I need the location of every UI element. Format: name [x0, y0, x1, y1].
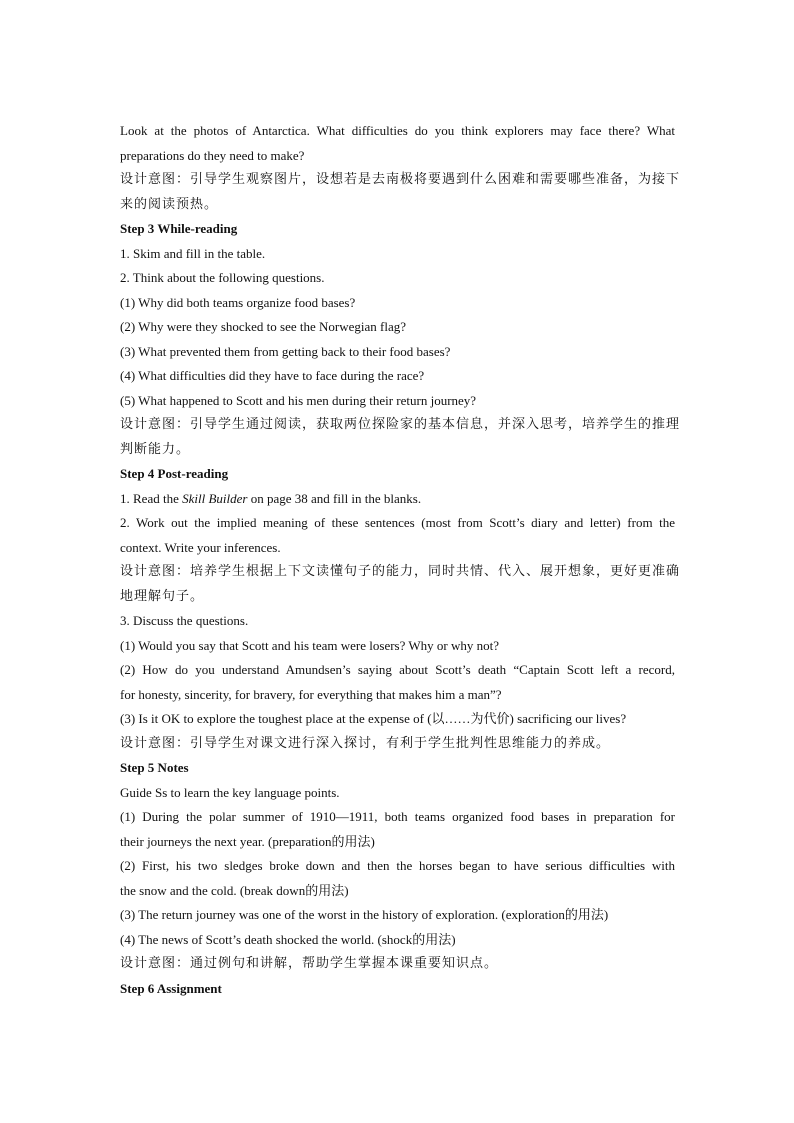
design-intent-line: 地理解句子。 [120, 588, 205, 604]
design-intent-line: 设计意图：引导学生对课文进行深入探讨，有利于学生批判性思维能力的养成。 [120, 735, 611, 751]
paragraph-line: 2. Work out the implied meaning of these sentences (most from Scott’s diary and letter) from the [120, 515, 675, 530]
design-intent-line: 判断能力。 [120, 441, 191, 457]
question-item: (1) Would you say that Scott and his team were losers? Why or why not? [120, 637, 500, 653]
question-item: (3) What prevented them from getting back to their food bases? [120, 343, 451, 359]
skill-builder-title: Skill Builder [182, 490, 248, 506]
question-item: (3) Is it OK to explore the toughest place at the expense of (以……为代价) sacrificing our lives? [120, 711, 627, 726]
paragraph-line: 3. Discuss the questions. [120, 613, 249, 628]
example-sentence: their journeys the next year. (preparation的用法) [120, 833, 375, 849]
paragraph-line [120, 487, 675, 512]
paragraph-line: 1. Skim and fill in the table. [120, 245, 266, 261]
paragraph-line: Guide Ss to learn the key language points. [120, 784, 340, 800]
example-sentence: (2) First, his two sledges broke down and then the horses began to have serious difficulties with [120, 858, 675, 873]
paragraph-line: preparations do they need to make? [120, 147, 305, 163]
paragraph-line: context. Write your inferences. [120, 539, 281, 555]
step3-heading: Step 3 While-reading [120, 221, 238, 236]
step5-heading: Step 5 Notes [120, 760, 189, 775]
design-intent-line: 设计意图：通过例句和讲解，帮助学生掌握本课重要知识点。 [120, 956, 499, 971]
question-item: (2) Why were they shocked to see the Norwegian flag? [120, 319, 407, 334]
question-item: (4) What difficulties did they have to face during the race? [120, 368, 425, 383]
example-sentence: (4) The news of Scott’s death shocked the world. (shock的用法) [120, 931, 456, 947]
question-item: for honesty, sincerity, for bravery, for everything that makes him a man”? [120, 686, 502, 702]
example-sentence: (1) During the polar summer of 1910—1911, both teams organized food bases in preparation for [120, 809, 675, 824]
design-intent-line: 来的阅读预热。 [120, 196, 219, 212]
question-item: (2) How do you understand Amundsen’s saying about Scott’s death “Captain Scott left a record, [120, 662, 675, 677]
question-item: (1) Why did both teams organize food bases? [120, 294, 356, 310]
step6-heading: Step 6 Assignment [120, 980, 222, 996]
text-span: 1. Read the [120, 490, 183, 506]
design-intent-line: 设计意图：引导学生通过阅读，获取两位探险家的基本信息，并深入思考，培养学生的推理 [120, 417, 681, 432]
step4-heading: Step 4 Post-reading [120, 466, 229, 481]
example-sentence: (3) The return journey was one of the worst in the history of exploration. (exploration的用法) [120, 907, 609, 922]
example-sentence: the snow and the cold. (break down的用法) [120, 882, 349, 898]
paragraph-line: 2. Think about the following questions. [120, 270, 325, 285]
question-item: (5) What happened to Scott and his men during their return journey? [120, 392, 477, 408]
text-span: on page 38 and fill in the blanks. [247, 490, 422, 506]
document-page [120, 119, 681, 1001]
paragraph-line: Look at the photos of Antarctica. What difficulties do you think explorers may face there? What [120, 123, 675, 138]
design-intent-line: 设计意图：培养学生根据上下文读懂句子的能力，同时共情、代入、展开想象，更好更准确 [120, 564, 681, 579]
design-intent-line: 设计意图：引导学生观察图片，设想若是去南极将要遇到什么困难和需要哪些准备，为接下 [120, 172, 681, 187]
